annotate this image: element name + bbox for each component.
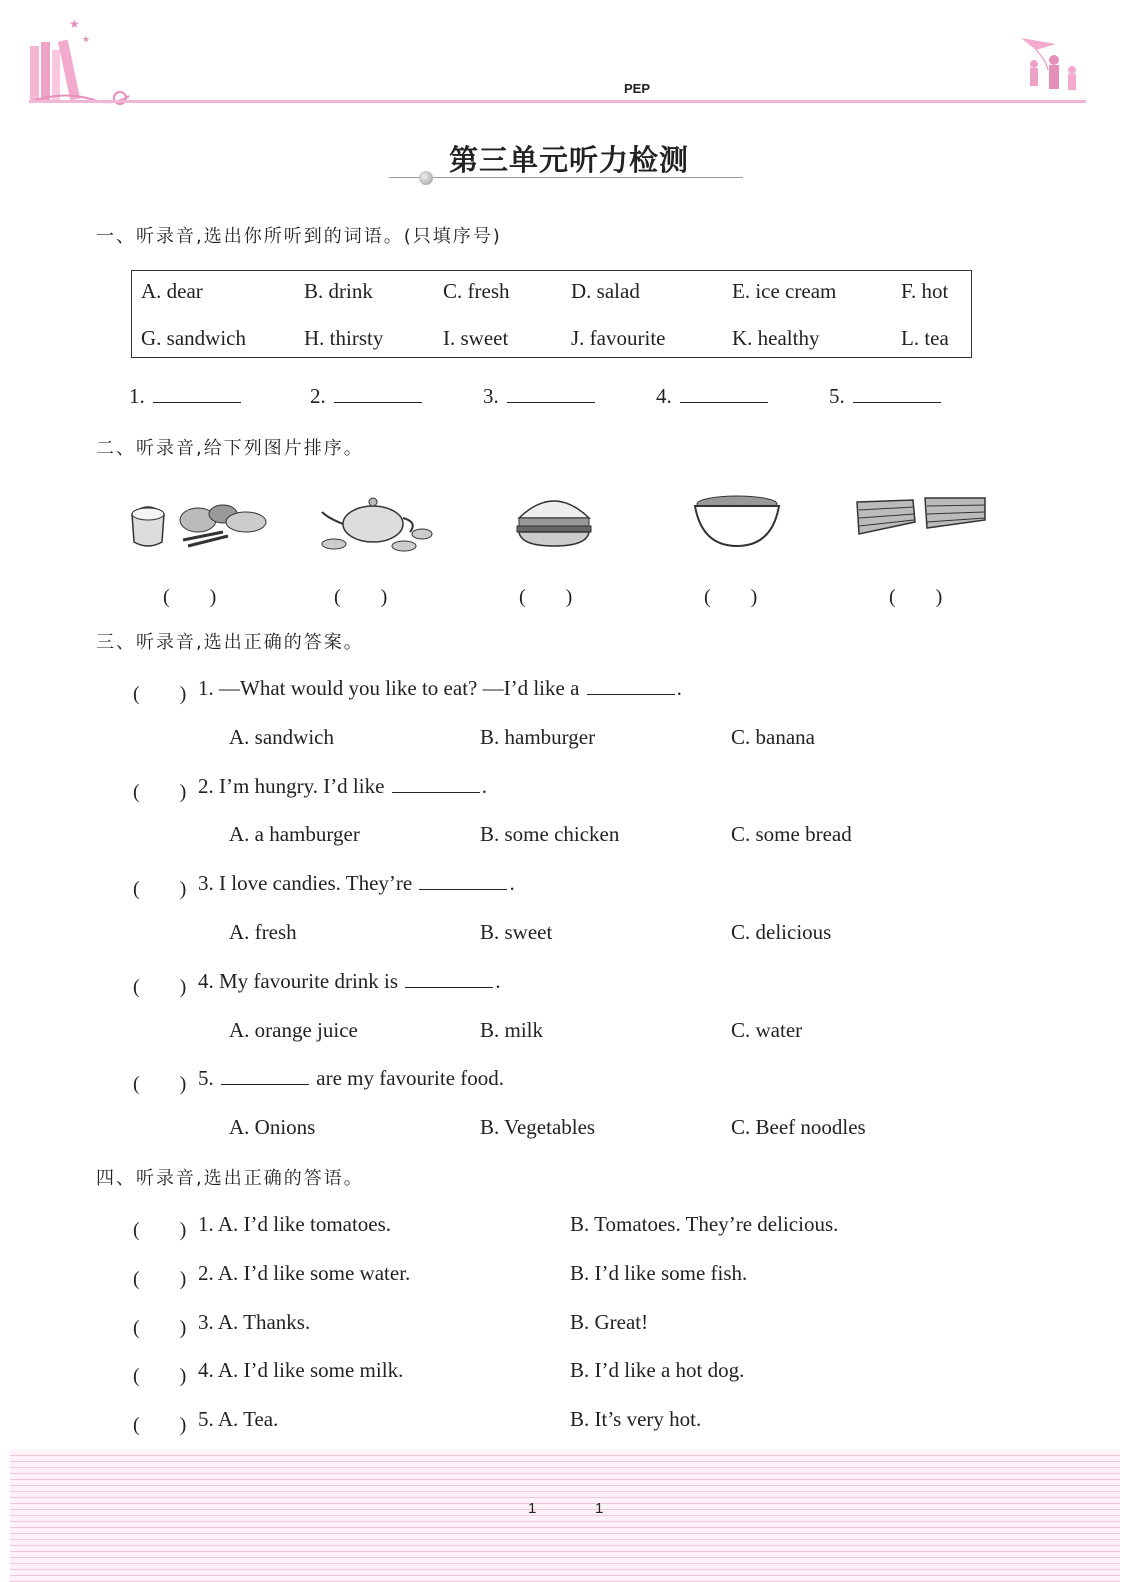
page-number-left: 1 (528, 1500, 537, 1517)
option-c: C. Beef noodles (731, 1115, 866, 1139)
word-box (131, 270, 972, 358)
answer-paren[interactable]: ( ) (334, 586, 388, 608)
option-c: C. banana (731, 725, 815, 749)
question-text: 5. are my favourite food. (198, 1066, 505, 1090)
header-rule (30, 100, 1086, 103)
word-option: D. salad (571, 279, 640, 303)
question-text: 1. —What would you like to eat? —I’d like a . (198, 676, 682, 700)
response-b: B. Tomatoes. They’re delicious. (570, 1212, 839, 1236)
response-a: 1. A. I’d like tomatoes. (198, 1212, 392, 1236)
option-a: A. a hamburger (229, 822, 360, 846)
answer-paren[interactable]: ( ) (133, 1073, 187, 1095)
children-kite-decoration-icon (1016, 30, 1088, 102)
word-option: A. dear (141, 279, 203, 303)
option-b: B. sweet (480, 920, 553, 944)
answer-paren[interactable]: ( ) (133, 1365, 187, 1387)
response-b: B. I’d like some fish. (570, 1261, 748, 1285)
answer-blank[interactable]: 1. (129, 384, 241, 409)
option-c: C. some bread (731, 822, 852, 846)
answer-paren[interactable]: ( ) (704, 586, 758, 608)
option-b: B. Vegetables (480, 1115, 596, 1139)
teapot-icon (318, 488, 434, 554)
answer-paren[interactable]: ( ) (133, 683, 187, 705)
response-a: 5. A. Tea. (198, 1407, 279, 1431)
response-a: 3. A. Thanks. (198, 1310, 311, 1334)
word-option: F. hot (901, 279, 949, 303)
word-option: G. sandwich (141, 326, 246, 350)
answer-blank[interactable]: 4. (656, 384, 768, 409)
option-b: B. some chicken (480, 822, 620, 846)
hamburger-icon (515, 490, 593, 550)
answer-paren[interactable]: ( ) (133, 1219, 187, 1241)
noodles-bowl-icon (692, 490, 782, 550)
section-3-heading: 三、听录音,选出正确的答案。 (96, 632, 364, 653)
word-option: H. thirsty (304, 326, 384, 350)
option-c: C. water (731, 1018, 803, 1042)
section-1-heading: 一、听录音,选出你所听到的词语。(只填序号) (96, 226, 502, 247)
response-a: 2. A. I’d like some water. (198, 1261, 411, 1285)
answer-blank[interactable]: 5. (829, 384, 941, 409)
word-option: K. healthy (732, 326, 820, 350)
section-4-heading: 四、听录音,选出正确的答语。 (96, 1168, 364, 1189)
header-label: PEP (624, 81, 651, 96)
word-option: E. ice cream (732, 279, 837, 303)
answer-paren[interactable]: ( ) (889, 586, 943, 608)
word-option: I. sweet (443, 326, 509, 350)
answer-blank[interactable]: 2. (310, 384, 422, 409)
answer-paren[interactable]: ( ) (163, 586, 217, 608)
page-number-right: 1 (595, 1500, 604, 1517)
word-option: L. tea (901, 326, 949, 350)
response-b: B. I’d like a hot dog. (570, 1358, 745, 1382)
title-rule (389, 177, 743, 178)
answer-paren[interactable]: ( ) (519, 586, 573, 608)
option-a: A. orange juice (229, 1018, 358, 1042)
response-b: B. Great! (570, 1310, 649, 1334)
answer-paren[interactable]: ( ) (133, 1268, 187, 1290)
option-a: A. fresh (229, 920, 297, 944)
option-c: C. delicious (731, 920, 832, 944)
answer-paren[interactable]: ( ) (133, 976, 187, 998)
page-title: 第三单元听力检测 (449, 143, 690, 177)
word-option: B. drink (304, 279, 373, 303)
answer-blank[interactable]: 3. (483, 384, 595, 409)
word-option: C. fresh (443, 279, 510, 303)
option-b: B. hamburger (480, 725, 596, 749)
section-2-heading: 二、听录音,给下列图片排序。 (96, 438, 364, 459)
svg-text:★: ★ (82, 34, 91, 44)
option-a: A. Onions (229, 1115, 316, 1139)
response-b: B. It’s very hot. (570, 1407, 702, 1431)
title-bullet-icon (419, 171, 433, 185)
question-text: 2. I’m hungry. I’d like . (198, 774, 487, 798)
rice-and-vegetables-icon (128, 492, 274, 554)
word-option: J. favourite (571, 326, 666, 350)
sandwich-icon (853, 492, 989, 542)
answer-paren[interactable]: ( ) (133, 1317, 187, 1339)
question-text: 3. I love candies. They’re . (198, 871, 515, 895)
answer-paren[interactable]: ( ) (133, 1414, 187, 1436)
answer-paren[interactable]: ( ) (133, 781, 187, 803)
response-a: 4. A. I’d like some milk. (198, 1358, 404, 1382)
answer-paren[interactable]: ( ) (133, 878, 187, 900)
svg-text:★: ★ (69, 17, 80, 31)
question-text: 4. My favourite drink is . (198, 969, 501, 993)
footer-stripes (10, 1450, 1120, 1582)
option-b: B. milk (480, 1018, 544, 1042)
option-a: A. sandwich (229, 725, 334, 749)
